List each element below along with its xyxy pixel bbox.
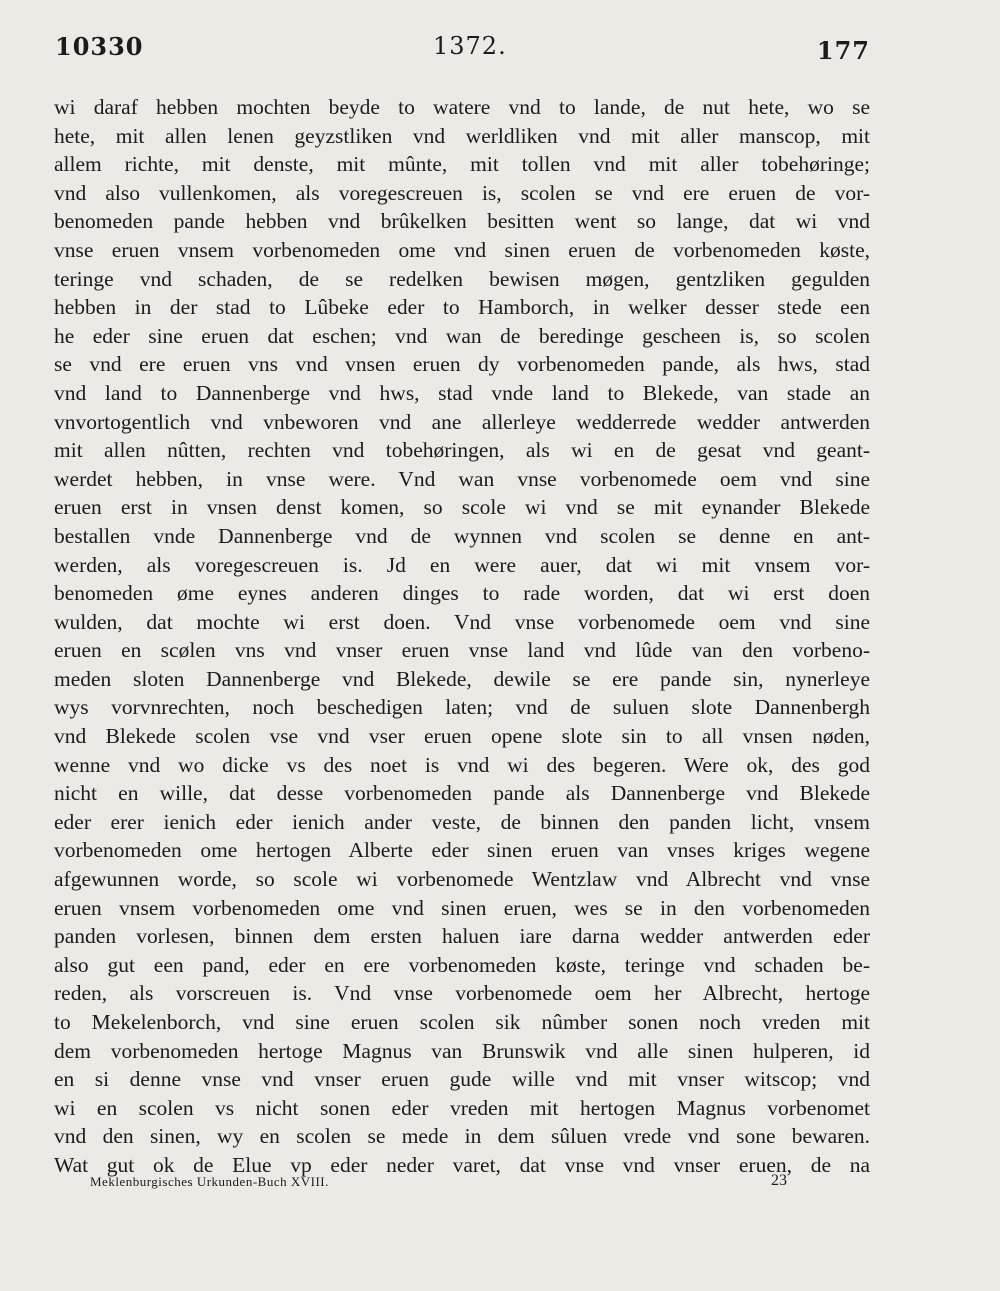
- page-number: 177: [816, 36, 870, 65]
- text-line: vnd Blekede scolen vse vnd vser eruen opene slote sin to all vnsen nøden,: [54, 724, 870, 749]
- text-line: en si denne vnse vnd vnser eruen gude wille vnd mit vnser witscop; vnd: [54, 1067, 870, 1092]
- text-line: reden, als vorscreuen is. Vnd vnse vorbenomede oem her Albrecht, hertoge: [54, 981, 870, 1006]
- text-line: also gut een pand, eder en ere vorbenomeden køste, teringe vnd schaden be-: [54, 952, 870, 977]
- text-line: vorbenomeden ome hertogen Alberte eder sinen eruen van vnses kriges wegene: [54, 838, 870, 863]
- text-line: eruen en scølen vns vnd vnser eruen vnse land vnd lûde van den vorbeno-: [54, 638, 870, 663]
- text-line: wi en scolen vs nicht sonen eder vreden mit hertogen Magnus vorbenomet: [54, 1095, 870, 1120]
- text-line: eder erer ienich eder ienich ander veste, de binnen den panden licht, vnsem: [54, 809, 870, 834]
- text-line: vnse eruen vnsem vorbenomeden ome vnd sinen eruen de vorbenomeden køste,: [54, 237, 870, 262]
- text-line: vnvortogentlich vnd vnbeworen vnd ane allerleye wedderrede wedder antwerden: [54, 409, 870, 434]
- text-line: to Mekelenborch, vnd sine eruen scolen sik nûmber sonen noch vreden mit: [54, 1010, 870, 1034]
- text-line: wulden, dat mochte wi erst doen. Vnd vnse vorbenomede oem vnd sine: [54, 609, 870, 634]
- text-line: eruen vnsem vorbenomeden ome vnd sinen eruen, wes se in den vorbenomeden: [54, 895, 870, 920]
- text-line: bestallen vnde Dannenberge vnd de wynnen vnd scolen se denne en ant-: [54, 523, 870, 548]
- text-line: wi daraf hebben mochten beyde to watere vnd to lande, de nut hete, wo se: [54, 95, 870, 119]
- text-line: werden, als voregescreuen is. Jd en were auer, dat wi mit vnsem vor-: [54, 552, 870, 577]
- text-line: wys vorvnrechten, noch beschedigen laten; vnd de suluen slote Dannenbergh: [54, 695, 870, 720]
- text-line: afgewunnen worde, so scole wi vorbenomede Wentzlaw vnd Albrecht vnd vnse: [54, 867, 870, 892]
- text-line: dem vorbenomeden hertoge Magnus van Brunswik vnd alle sinen hulperen, id: [54, 1038, 870, 1063]
- text-line: hete, mit allen lenen geyzstliken vnd werldliken vnd mit aller manscop, mit: [54, 123, 870, 148]
- page-footer: [90, 1174, 790, 1198]
- text-line: allem richte, mit denste, mit mûnte, mit tollen vnd mit aller tobehøringe;: [54, 152, 870, 177]
- text-line: meden sloten Dannenberge vnd Blekede, dewile se ere pande sin, nynerleye: [54, 666, 870, 691]
- page-header: [55, 32, 870, 68]
- book-title: Meklenburgisches Urkunden-Buch XVIII.: [90, 1174, 329, 1189]
- year-heading: 1372.: [433, 32, 507, 60]
- text-line: nicht en wille, dat desse vorbenomeden pande als Dannenberge vnd Blekede: [54, 781, 870, 806]
- text-line: vnd land to Dannenberge vnd hws, stad vnde land to Blekede, van stade an: [54, 380, 870, 405]
- text-line: benomeden øme eynes anderen dinges to rade worden, dat wi erst doen: [54, 581, 870, 606]
- body-text: [54, 93, 870, 1180]
- text-line: werdet hebben, in vnse were. Vnd wan vnse vorbenomede oem vnd sine: [54, 466, 870, 491]
- signature-mark: 23: [771, 1172, 787, 1189]
- text-line: vnd also vullenkomen, als voregescreuen is, scolen se vnd ere eruen de vor-: [54, 180, 870, 205]
- text-line: wenne vnd wo dicke vs des noet is vnd wi des begeren. Were ok, des god: [54, 752, 870, 777]
- text-line: he eder sine eruen dat eschen; vnd wan de beredinge gescheen is, so scolen: [54, 323, 870, 348]
- text-line: eruen erst in vnsen denst komen, so scole wi vnd se mit eynander Blekede: [54, 495, 870, 520]
- text-line: hebben in der stad to Lûbeke eder to Hamborch, in welker desser stede een: [54, 295, 870, 320]
- text-line: teringe vnd schaden, de se redelken bewisen møgen, gentzliken gegulden: [54, 266, 870, 291]
- text-line: vnd den sinen, wy en scolen se mede in dem sûluen vrede vnd sone bewaren.: [54, 1124, 870, 1149]
- text-line: benomeden pande hebben vnd brûkelken besitten went so lange, dat wi vnd: [54, 209, 870, 234]
- text-line: Wat gut ok de Elue vp eder neder varet, dat vnse vnd vnser eruen, de na: [54, 1152, 870, 1177]
- document-number: 10330: [55, 32, 144, 61]
- text-line: panden vorlesen, binnen dem ersten haluen iare darna wedder antwerden eder: [54, 924, 870, 949]
- text-line: mit allen nûtten, rechten vnd tobehøringen, als wi en de gesat vnd geant-: [54, 438, 870, 463]
- text-line: se vnd ere eruen vns vnd vnsen eruen dy vorbenomeden pande, als hws, stad: [54, 352, 870, 377]
